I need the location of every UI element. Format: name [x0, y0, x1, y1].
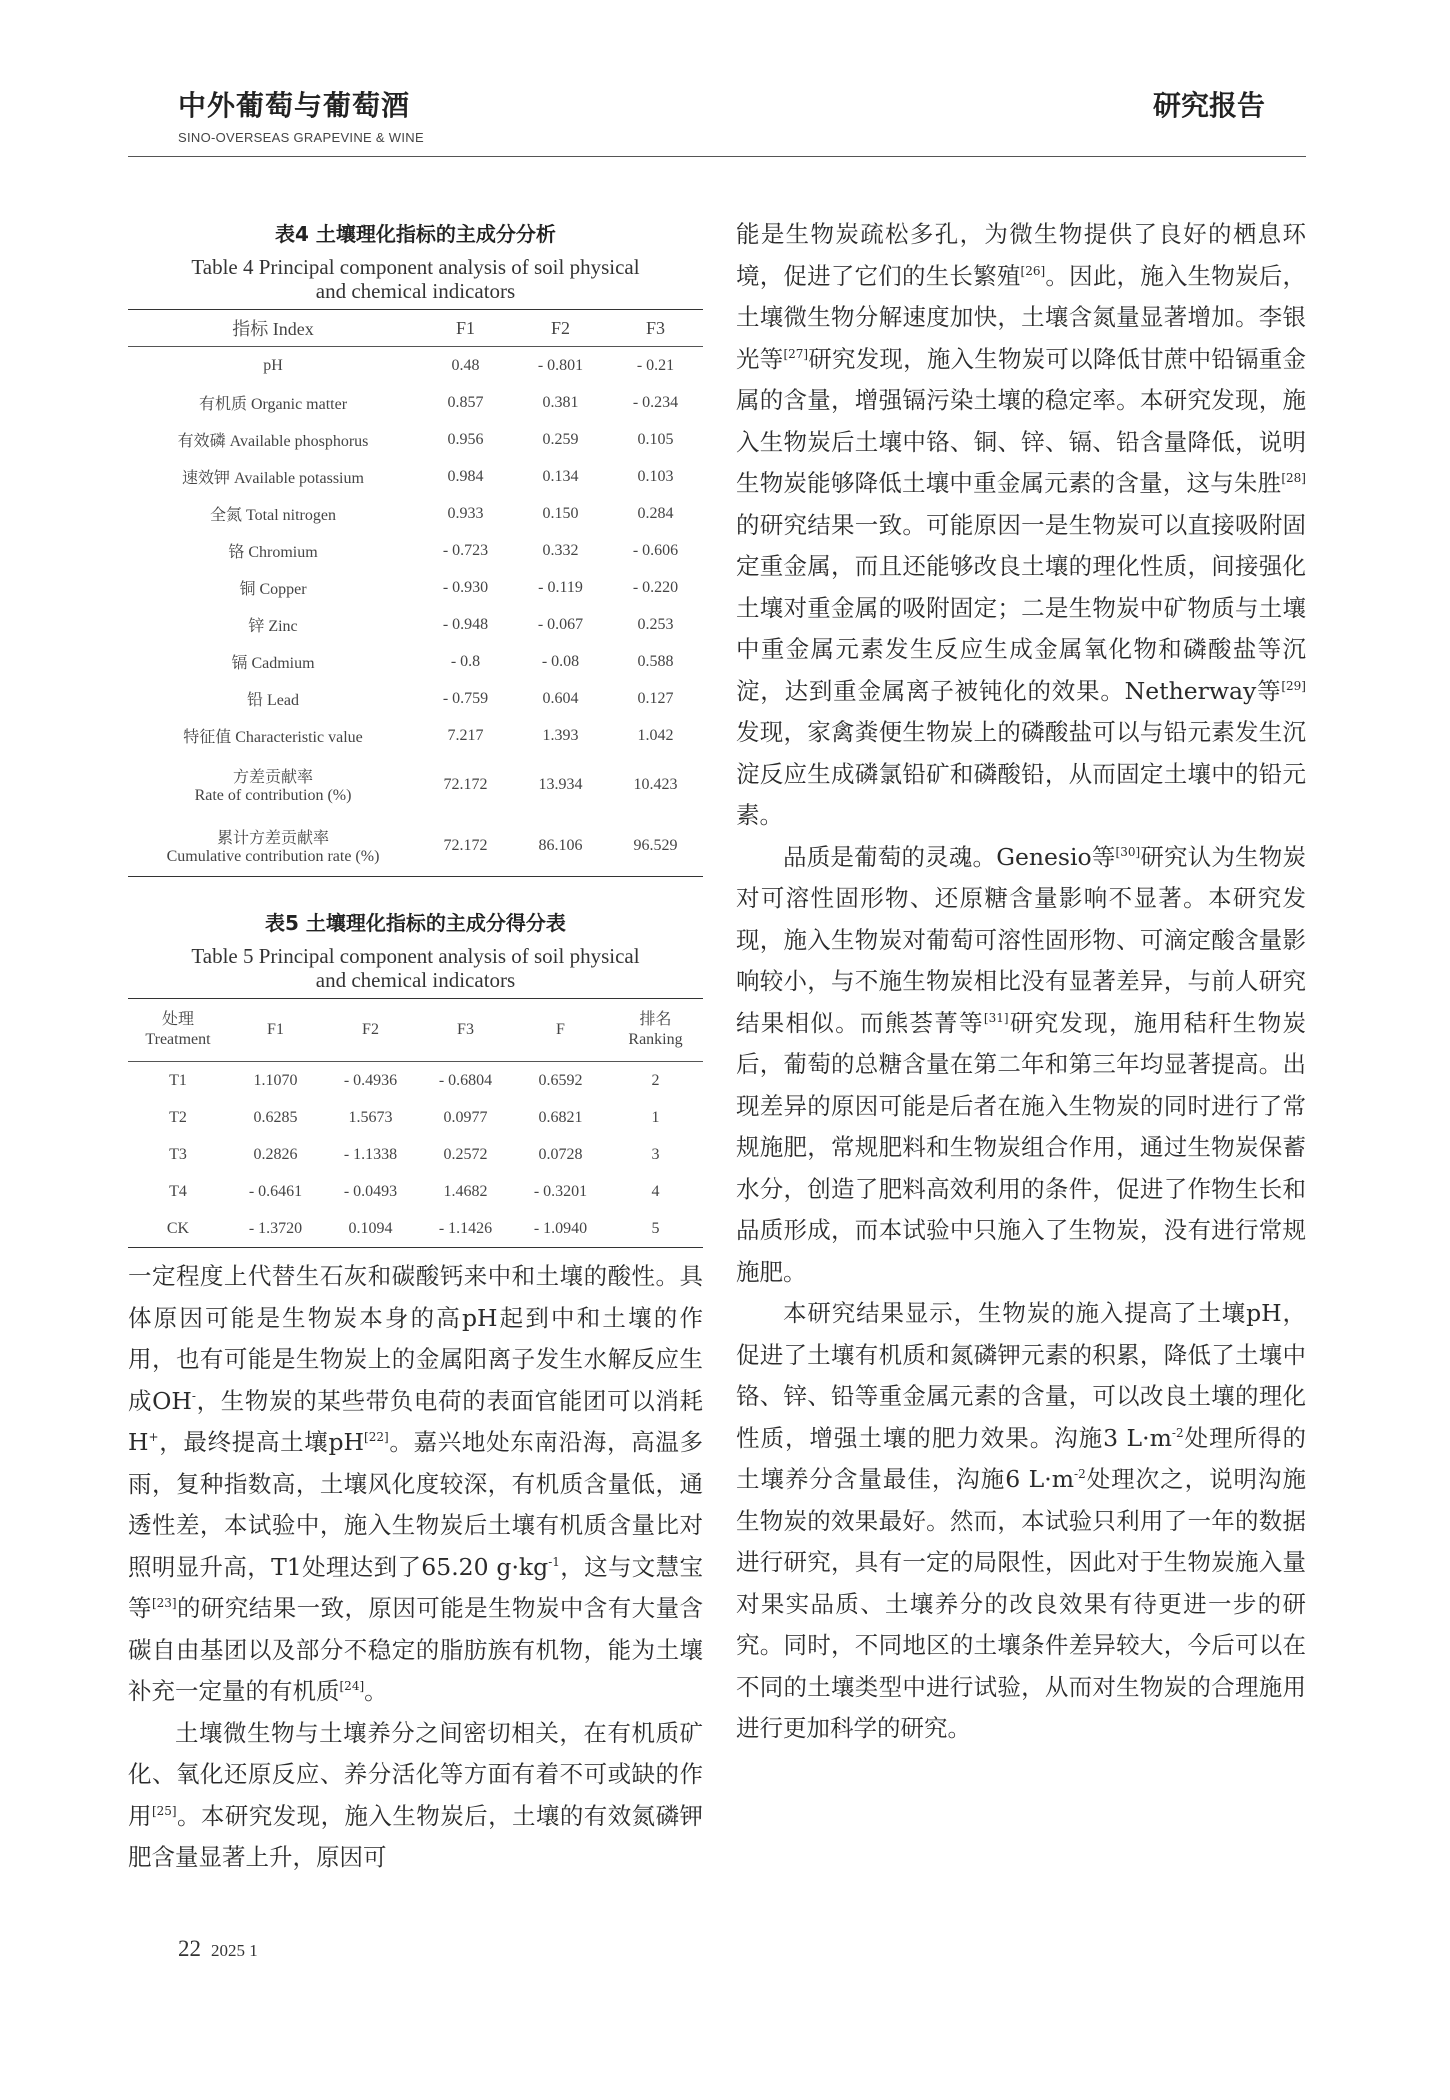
- table-cell: - 0.08: [541, 652, 580, 670]
- table-row: [128, 1210, 703, 1248]
- table5-header-cell: F2: [323, 999, 418, 1062]
- table-cell: 0.134: [542, 467, 579, 485]
- table-cell: 1.4682: [443, 1182, 488, 1200]
- page-footer: [178, 1936, 258, 1962]
- text-run: 品质是葡萄的灵魂。Genesio等: [783, 842, 1116, 871]
- table-row: [128, 347, 703, 385]
- text-run: 的研究结果一致，原因可能是生物炭中含有大量含碳自由基团以及部分不稳定的脂肪族有机物，能为土壤补充一定量的有机质: [128, 1594, 704, 1705]
- table5-title-en-line2: and chemical indicators: [315, 968, 516, 992]
- table-cell: 0.284: [637, 504, 674, 522]
- text-run: 。: [364, 1677, 388, 1705]
- table-cell: T4: [169, 1182, 187, 1200]
- text-run: 研究认为生物炭对可溶性固形物、还原糖含量影响不显著。本研究发现，施入生物炭对葡萄可溶性固形物、可滴定酸含量影响较小，与不施生物炭相比没有显著差异，与前人研究结果相似。而熊荟菁等: [736, 842, 1306, 1037]
- table-cell: 0.0728: [538, 1145, 583, 1163]
- table-row: [128, 643, 703, 680]
- text-run: 处理次之，说明沟施生物炭的效果最好。然而，本试验只利用了一年的数据进行研究，具有一定的局限性，因此对于生物炭施入量对果实品质、土壤养分的改良效果有待更进一步的研究。同时，不同地区的土壤条件差异较大，今后可以在不同的土壤类型中进行试验，从而对生物炭的合理施用进行更加科学的研究。: [736, 1465, 1307, 1742]
- table-cell: - 1.1338: [343, 1145, 398, 1163]
- table-cell: 0.2826: [253, 1145, 298, 1163]
- table-cell: 4: [651, 1182, 660, 1200]
- table5-header-row: [128, 999, 703, 1062]
- unit-exponent: -1: [548, 1554, 560, 1569]
- right-paragraph-3: [736, 1293, 1306, 1750]
- table-cell: 2: [651, 1071, 660, 1089]
- table-cell: 0.150: [542, 504, 579, 522]
- table-cell: 96.529: [633, 836, 678, 854]
- table-cell: 特征值 Characteristic value: [183, 729, 363, 746]
- table-cell: 0.6821: [538, 1108, 583, 1126]
- table-cell: 0.6592: [538, 1071, 583, 1089]
- table-cell: [128, 754, 418, 815]
- journal-title-cn: 中外葡萄与葡萄酒: [178, 89, 411, 122]
- table5-title-en: [128, 944, 703, 992]
- table-cell: CK: [166, 1219, 190, 1237]
- text-run: 研究发现，施用秸秆生物炭后，葡萄的总糖含量在第二年和第三年均显著提高。出现差异的原因可能是后者在施入生物炭的同时进行了常规施肥，常规肥料和生物炭组合作用，通过生物炭保蓄水分，创造了肥料高效利用的条件，促进了作物生长和品质形成，而本试验中只施入了生物炭，没有进行常规施肥。: [736, 1008, 1306, 1286]
- table-cell: 0.857: [447, 393, 484, 411]
- text-run: ，最终提高土壤pH: [158, 1428, 365, 1456]
- table-cell: 0.1094: [348, 1219, 393, 1237]
- unit-exponent: -2: [1171, 1425, 1184, 1440]
- text-run: 能是生物炭疏松多孔，为微生物提供了良好的栖息环境，促进了它们的生长繁殖: [736, 220, 1306, 290]
- table-cell: - 0.220: [632, 578, 679, 596]
- table-row: [128, 1062, 703, 1100]
- row-label-cn: 累计方差贡献率: [216, 830, 329, 847]
- citation: [28]: [1281, 471, 1306, 486]
- table-cell: 0.2572: [443, 1145, 488, 1163]
- table-cell: 全氮 Total nitrogen: [210, 507, 336, 524]
- table-cell: - 0.6461: [248, 1182, 303, 1200]
- table-cell: 0.984: [447, 467, 484, 485]
- table-row: [128, 421, 703, 458]
- table4: [128, 309, 703, 877]
- text-run: 研究发现，施入生物炭可以降低甘蔗中铅镉重金属的含量，增强镉污染土壤的稳定率。本研究发现，施入生物炭后土壤中铬、铜、锌、镉、铅含量降低，说明生物炭能够降低土壤中重金属元素的含量，这与朱胜: [736, 344, 1307, 497]
- table-cell: 0.253: [637, 615, 674, 633]
- table-cell: 72.172: [443, 775, 488, 793]
- text-run: 一定程度上代替生石灰和碳酸钙来中和土壤的酸性。具体原因可能是生物炭本身的高pH起到中和土壤的作用，也有可能是生物炭上的金属阳离子发生水解反应生成OH: [128, 1262, 703, 1415]
- table-cell: 0.604: [542, 689, 579, 707]
- citation: [22]: [364, 1430, 389, 1445]
- header-cn: 处理: [161, 1011, 194, 1028]
- unit-exponent: -2: [1074, 1467, 1086, 1482]
- table-cell: - 0.234: [632, 393, 679, 411]
- row-label-cn: 方差贡献率: [232, 769, 313, 786]
- table-cell: pH: [263, 356, 283, 374]
- table-row: [128, 717, 703, 754]
- table-cell: - 0.930: [442, 578, 489, 596]
- table-cell: - 0.759: [442, 689, 489, 707]
- table-row: [128, 680, 703, 717]
- row-label-en: Cumulative contribution rate (%): [166, 848, 380, 865]
- table-row: [128, 569, 703, 606]
- table-row: [128, 458, 703, 495]
- table-cell: 1.1070: [253, 1071, 298, 1089]
- row-label-en: Rate of contribution (%): [194, 787, 352, 804]
- table-row: [128, 815, 703, 877]
- citation: [30]: [1115, 844, 1141, 859]
- table-cell: 0.48: [451, 356, 480, 374]
- table-cell: 铜 Copper: [239, 581, 307, 598]
- table-cell: 镉 Cadmium: [231, 655, 315, 672]
- table5-title-en-line1: Table 5 Principal component analysis of soil physical: [191, 944, 640, 968]
- text-run: 。本研究发现，施入生物炭后，土壤的有效氮磷钾肥含量显著上升，原因可: [128, 1801, 704, 1871]
- table-row: [128, 495, 703, 532]
- table-cell: 3: [651, 1145, 660, 1163]
- table-cell: 13.934: [538, 775, 583, 793]
- table-cell: 0.105: [637, 430, 674, 448]
- table-cell: 0.0977: [443, 1108, 488, 1126]
- header-divider: [128, 156, 1306, 157]
- table4-header-cell: F3: [608, 310, 703, 347]
- citation: [29]: [1281, 678, 1306, 693]
- journal-header: [178, 84, 424, 145]
- table4-title-en-line2: and chemical indicators: [315, 279, 516, 303]
- text-run: ，这与文慧宝等: [128, 1552, 703, 1622]
- table-cell: - 0.067: [537, 615, 584, 633]
- table-row: [128, 1173, 703, 1210]
- left-column: [128, 218, 703, 1879]
- table-cell: T3: [169, 1145, 187, 1163]
- table-cell: 铅 Lead: [247, 692, 299, 709]
- citation: [23]: [151, 1596, 177, 1611]
- right-column: [736, 218, 1306, 1750]
- table-cell: 0.588: [637, 652, 674, 670]
- table-cell: 速效钾 Available potassium: [182, 470, 364, 487]
- table5-header-cell: [128, 999, 228, 1062]
- table-cell: 0.103: [637, 467, 674, 485]
- table-cell: - 0.723: [442, 541, 489, 559]
- table5-header-cell: F3: [418, 999, 513, 1062]
- table-row: [128, 1136, 703, 1173]
- table-cell: 有机质 Organic matter: [198, 396, 348, 413]
- table4-title-en-line1: Table 4 Principal component analysis of soil physical: [191, 255, 640, 279]
- citation: [24]: [339, 1679, 365, 1694]
- header-en: Treatment: [145, 1031, 211, 1048]
- table-cell: 0.127: [637, 689, 674, 707]
- table-cell: 0.956: [447, 430, 484, 448]
- left-paragraph-2: [128, 1713, 703, 1879]
- table-cell: 1.5673: [348, 1108, 393, 1126]
- table4-header-row: [128, 310, 703, 347]
- page-number: 22: [178, 1936, 201, 1961]
- table-cell: 5: [651, 1219, 660, 1237]
- table-cell: - 1.0940: [533, 1219, 588, 1237]
- table-row: [128, 384, 703, 421]
- table5: [128, 998, 703, 1248]
- table-cell: 86.106: [538, 836, 583, 854]
- table4-header-cell: F2: [513, 310, 608, 347]
- table-cell: [128, 815, 418, 877]
- issue-label: 2025 1: [211, 1941, 258, 1960]
- table-cell: 0.381: [542, 393, 579, 411]
- journal-title-en: SINO-OVERSEAS GRAPEVINE & WINE: [178, 130, 424, 145]
- table-cell: - 1.3720: [248, 1219, 303, 1237]
- text-run: 本研究结果显示，生物炭的施入提高了土壤pH，促进了土壤有机质和氮磷钾元素的积累，降低了土壤中铬、锌、铅等重金属元素的含量，可以改良土壤的理化性质，增强土壤的肥力效果。沟施3 L·m: [736, 1299, 1306, 1452]
- table-cell: - 0.3201: [533, 1182, 588, 1200]
- section-label: 研究报告: [1152, 89, 1265, 122]
- table5-header-cell: [608, 999, 703, 1062]
- table-cell: - 1.1426: [438, 1219, 493, 1237]
- table-cell: - 0.948: [442, 615, 489, 633]
- citation: [26]: [1020, 263, 1046, 278]
- table-cell: T1: [169, 1071, 187, 1089]
- table4-title-cn: 表4 土壤理化指标的主成分分析: [275, 222, 556, 246]
- text-run: 。嘉兴地处东南沿海，高温多雨，复种指数高，土壤风化度较深，有机质含量低，通透性差，本试验中，施入生物炭后土壤有机质含量比对照明显升高，T1处理达到了65.20 g·kg: [128, 1428, 703, 1581]
- table-cell: 锌 Zinc: [248, 618, 298, 635]
- text-run: 的研究结果一致。可能原因一是生物炭可以直接吸附固定重金属，而且还能够改良土壤的理化性质，间接强化土壤对重金属的吸附固定；二是生物炭中矿物质与土壤中重金属元素发生反应生成金属氧化物和磷酸盐等沉淀，达到重金属离子被钝化的效果。Netherway等: [736, 510, 1306, 705]
- citation: [31]: [983, 1010, 1009, 1025]
- table5-header-cell: F1: [228, 999, 323, 1062]
- left-paragraph-1: 一定程度上代替生石灰和碳酸钙来中和土壤的酸性。具体原因可能是生物炭本身的高pH起到中和土壤的作用，也有可能是生物炭上的金属阳离子发生水解反应生成OH-，生物炭的某些带负电荷的表面官能团可以消耗H+，最终提高土壤pH[22]。嘉兴地处东南沿海，高温多雨，复种指数高，土壤风化度较深，有机质含量低，通透性差，本试验中，施入生物炭后土壤有机质含量比对照明显升高，T1处理达到了65.20 $g\cdot kg^{-1}$，这与文慧宝等[23]的研究结果一致，原因可能是生物炭中含有大量含碳自由基团以及部分不稳定的脂肪族有机物，能为土壤补充一定量的有机质[24]。: [128, 1262, 704, 1705]
- table-cell: - 0.6804: [438, 1071, 493, 1089]
- table-cell: - 0.8: [450, 652, 481, 670]
- table-cell: 1.393: [542, 726, 579, 744]
- citation: [27]: [783, 346, 809, 361]
- table4-title-en: [128, 255, 703, 303]
- text-run: 。因此，施入生物炭后，土壤微生物分解速度加快，土壤含氮量显著增加。李银光等: [736, 261, 1307, 373]
- header-cn: 排名: [639, 1011, 672, 1028]
- table-cell: 铬 Chromium: [228, 544, 318, 561]
- table5-title-cn: 表5 土壤理化指标的主成分得分表: [265, 911, 566, 935]
- right-paragraph-2: [736, 837, 1306, 1294]
- table-cell: 1: [651, 1108, 660, 1126]
- table-cell: - 0.0493: [343, 1182, 398, 1200]
- table-cell: - 0.119: [538, 578, 583, 596]
- table-cell: 0.332: [542, 541, 579, 559]
- table-row: [128, 532, 703, 569]
- table4-header-cell: F1: [418, 310, 513, 347]
- table-cell: 有效磷 Available phosphorus: [177, 433, 369, 450]
- table-cell: 0.6285: [253, 1108, 298, 1126]
- table-cell: 0.259: [542, 430, 579, 448]
- text-run: 处理所得的土壤养分含量最佳，沟施6 L·m: [736, 1423, 1307, 1493]
- table-cell: - 0.606: [632, 541, 679, 559]
- table-cell: 1.042: [637, 726, 674, 744]
- table-cell: - 0.21: [636, 356, 675, 374]
- header-en: Ranking: [628, 1031, 683, 1048]
- table-cell: 0.933: [447, 504, 484, 522]
- table-cell: 7.217: [447, 726, 484, 744]
- text-run: ，生物炭的某些带负电荷的表面官能团可以消耗H: [128, 1386, 703, 1456]
- table-row: [128, 754, 703, 815]
- table-cell: - 0.4936: [343, 1071, 398, 1089]
- table-cell: T2: [169, 1108, 187, 1126]
- table-cell: 10.423: [633, 775, 678, 793]
- table-cell: 72.172: [443, 836, 488, 854]
- table4-header-cell: 指标 Index: [128, 310, 418, 347]
- citation: [25]: [151, 1803, 177, 1818]
- table-cell: - 0.801: [537, 356, 584, 374]
- text-run: 发现，家禽粪便生物炭上的磷酸盐可以与铅元素发生沉淀反应生成磷氯铅矿和磷酸铅，从而固定土壤中的铅元素。: [736, 718, 1306, 829]
- table-row: [128, 606, 703, 643]
- right-paragraph-1: [736, 214, 1306, 837]
- text-run: 土壤微生物与土壤养分之间密切相关，在有机质矿化、氧化还原反应、养分活化等方面有着不可或缺的作用: [128, 1718, 703, 1830]
- table-row: [128, 1099, 703, 1136]
- table5-header-cell: F: [513, 999, 608, 1062]
